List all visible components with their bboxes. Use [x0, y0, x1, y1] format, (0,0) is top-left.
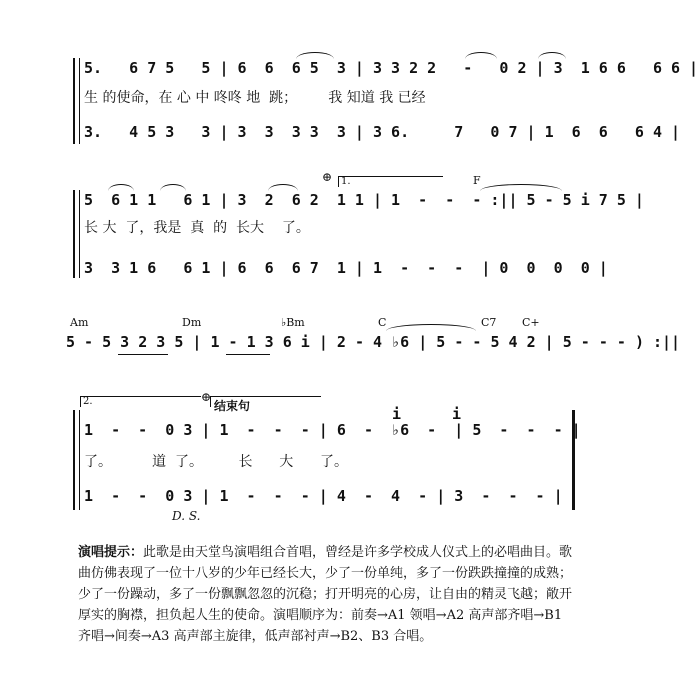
slur: [480, 184, 562, 191]
volta-number: 1.: [341, 176, 351, 187]
melody-line: 5 6 1 1 6 1 | 3 2 6 2 1 1 | 1 - - - :|| 5 - 5 i 7 5 |: [84, 191, 644, 209]
upper-note: i: [392, 405, 402, 423]
harmony-line: 3. 4 5 3 3 | 3 3 3 3 3 | 3 6. 7 0 7 | 1 6 6 6 4 |: [84, 123, 681, 141]
system-brace: [73, 58, 75, 144]
melody-line: 5. 6 7 5 5 | 6 6 6 5 3 | 3 3 2 2 - 0 2 | 3 1 6 6 6 6 |: [84, 59, 698, 77]
chord-label: C7: [481, 316, 497, 329]
slur: [108, 184, 134, 191]
tips-title: 演唱提示：: [78, 545, 144, 560]
tips-body: 此歌是由天堂鸟演唱组合首唱，曾经是许多学校成人仪式上的必唱曲目。歌曲仿佛表现了一位十八岁的少年已经长大，少了一份单纯，多了一份跌跌撞撞的成熟；少了一份躁动，多了一份飘飘忽忽的沉稳；打开明亮的心房，让自由的精灵飞越；敞开厚实的胸襟，担负起人生的使命。演唱顺序为：前奏→A1 领唱→A2 高声部齐唱→B1 齐唱→间奏→A3 高声部主旋律，低声部衬声→B2、B3 合唱。: [78, 545, 573, 644]
lyric-line: 长 大 了，我是 真 的 长大 了。: [84, 220, 310, 236]
coda-mark: ⊕: [322, 170, 333, 184]
slur: [386, 324, 476, 331]
final-barline: [572, 410, 575, 510]
volta-bracket-1: [338, 176, 443, 187]
barline: [79, 190, 80, 278]
upper-note: i: [452, 405, 462, 423]
system-brace: [73, 190, 75, 278]
harmony-line: 3 3 1 6 6 1 | 6 6 6 7 1 | 1 - - - | 0 0 0 0 |: [84, 259, 608, 277]
chord-label: C+: [522, 316, 540, 329]
slur: [465, 52, 497, 59]
barline: [79, 58, 80, 144]
slur: [268, 184, 298, 191]
chord-label: F: [473, 174, 481, 187]
lyric-line: 了。 道 了。 长 大 了。: [84, 454, 348, 470]
ending-label: 结束句: [214, 399, 251, 413]
harmony-line: 1 - - 0 3 | 1 - - - | 4 - 4 - | 3 - - - |: [84, 487, 563, 505]
lyric-line: 生 的使命，在 心 中 咚咚 地 跳； 我 知道 我 已经: [84, 90, 426, 106]
volta-bracket-2: [80, 396, 201, 407]
ds-marking: D. S.: [172, 509, 201, 523]
slur: [296, 52, 334, 59]
coda-mark: ⊕: [201, 390, 212, 404]
system-brace: [73, 410, 75, 510]
barline: [79, 410, 80, 510]
volta-number: 2.: [83, 396, 93, 407]
chord-label: C: [378, 316, 387, 329]
chord-label: Dm: [182, 316, 202, 329]
underline: [226, 354, 270, 355]
slur: [160, 184, 186, 191]
chord-label: ♭Bm: [281, 316, 305, 329]
melody-line: 1 - - 0 3 | 1 - - - | 6 - ♭6 - | 5 - - - |: [84, 421, 581, 439]
underline: [118, 354, 168, 355]
slur: [538, 52, 566, 59]
melody-line: 5 - 5 3 2 3 5 | 1 - 1 3 6 i | 2 - 4 ♭6 | 5 - - 5 4 2 | 5 - - - ) :||: [66, 333, 681, 351]
performance-tips: [78, 542, 578, 647]
chord-label: Am: [70, 316, 89, 329]
